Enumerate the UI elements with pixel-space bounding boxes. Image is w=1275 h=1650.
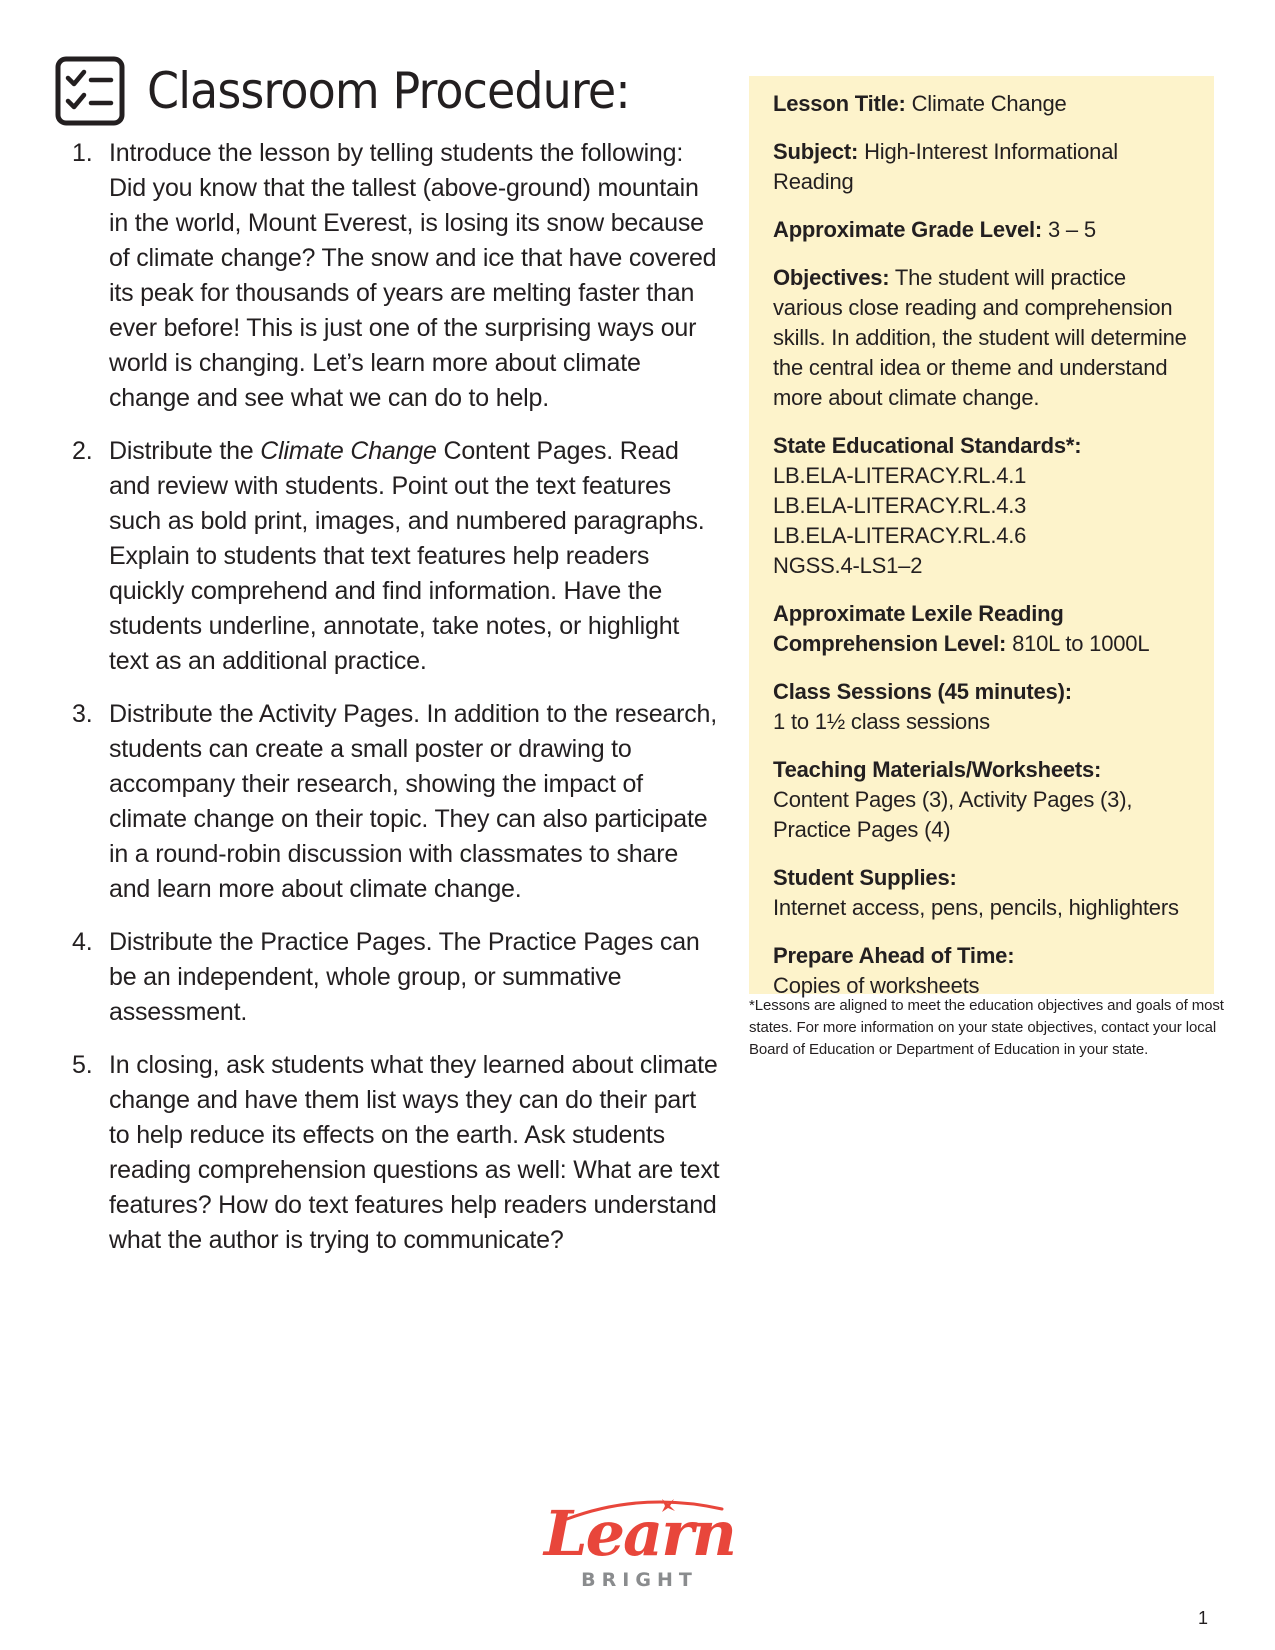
lesson-title-label: Lesson Title: [773, 91, 906, 116]
step-number: 3. [72, 700, 93, 728]
lexile-block [773, 599, 1190, 659]
step-text-part: Distribute the [109, 437, 261, 465]
objectives-label: Objectives: [773, 265, 890, 290]
objectives-value: The student will practice various close reading and comprehension skills. In addition, the student will determine the central idea or theme and understand more about climate change. [773, 265, 1187, 410]
lesson-info-sidebar [749, 76, 1214, 998]
standards-label: State Educational Standards*: [773, 433, 1082, 458]
prepare-value: Copies of worksheets [773, 973, 980, 998]
prepare-block [773, 941, 1190, 1001]
grade-level-value: 3 – 5 [1047, 217, 1096, 242]
standard-item: NGSS.4-LS1–2 [773, 553, 923, 578]
standard-item: LB.ELA-LITERACY.RL.4.1 [773, 463, 1027, 488]
lexile-value: 810L to 1000L [1012, 631, 1150, 656]
standards-footnote: *Lessons are aligned to meet the education objectives and goals of most states. For more information on your state objectives, contact your local Board of Education or Department of Education in your state. [749, 997, 1224, 1058]
materials-label: Teaching Materials/Worksheets: [773, 757, 1102, 782]
page-header [55, 52, 672, 130]
page-title: Classroom Procedure: [147, 62, 630, 120]
step-text: In closing, ask students what they learned about climate change and have them list ways they can do their part to help reduce its effects on the earth. Ask students reading comprehension questions as well: What are text features? How do text features help readers understand what the author is trying to communicate? [109, 1051, 720, 1254]
standards-block [773, 431, 1190, 581]
materials-block [773, 755, 1190, 845]
learn-bright-logo [527, 1495, 752, 1595]
page-number: 1 [1198, 1608, 1209, 1628]
materials-value: Content Pages (3), Activity Pages (3), Practice Pages (4) [773, 787, 1133, 842]
logo-word: Learn [544, 1497, 735, 1570]
lexile-label-line1: Approximate Lexile Reading [773, 601, 1064, 626]
procedure-step [72, 1048, 722, 1258]
prepare-label: Prepare Ahead of Time: [773, 943, 1015, 968]
checklist-icon [55, 56, 125, 126]
standard-item: LB.ELA-LITERACY.RL.4.3 [773, 493, 1027, 518]
step-number: 4. [72, 928, 93, 956]
standard-item: LB.ELA-LITERACY.RL.4.6 [773, 523, 1027, 548]
procedure-step [72, 136, 722, 416]
step-number: 1. [72, 139, 93, 167]
step-text: Introduce the lesson by telling students the following: Did you know that the tallest (above-ground) mountain in the world, Mount Everest, is losing its snow because of climate change? The snow and ice that have covered its peak for thousands of years are melting faster than ever before! This is just one of the surprising ways our world is changing. Let’s learn more about climate change and see what we can do to help. [109, 139, 717, 412]
lesson-title-value: Climate Change [911, 91, 1067, 116]
subject-label: Subject: [773, 139, 859, 164]
step-text: Distribute the Practice Pages. The Practice Pages can be an independent, whole group, or summative assessment. [109, 928, 700, 1026]
sessions-value: 1 to 1½ class sessions [773, 709, 990, 734]
logo-subtitle: BRIGHT [581, 1569, 698, 1591]
grade-level-label: Approximate Grade Level: [773, 217, 1043, 242]
step-text-part: Content Pages. Read and review with students. Point out the text features such as bold print, images, and numbered paragraphs. Explain to students that text features help readers quickly comprehend and find information. Have the students underline, annotate, take notes, or highlight text as an additional practice. [109, 437, 705, 675]
step-text-italic: Climate Change [260, 437, 437, 465]
procedure-step [72, 925, 722, 1030]
objectives-block [773, 263, 1190, 413]
procedure-step [72, 697, 722, 907]
subject-block [773, 137, 1190, 197]
supplies-block [773, 863, 1190, 923]
procedure-step [72, 434, 722, 679]
sessions-block [773, 677, 1190, 737]
procedure-steps [72, 136, 722, 1276]
supplies-value: Internet access, pens, pencils, highlighters [773, 895, 1179, 920]
grade-level-block [773, 215, 1190, 245]
step-text: Distribute the Activity Pages. In addition to the research, students can create a small poster or drawing to accompany their research, showing the impact of climate change on their topic. They can also participate in a round-robin discussion with classmates to share and learn more about climate change. [109, 700, 717, 903]
subject-value: High-Interest Informational Reading [773, 139, 1118, 194]
step-text [109, 434, 722, 679]
lexile-label-line2: Comprehension Level: [773, 631, 1007, 656]
sessions-label: Class Sessions (45 minutes): [773, 679, 1072, 704]
supplies-label: Student Supplies: [773, 865, 957, 890]
step-number: 5. [72, 1051, 93, 1079]
lesson-title-block [773, 89, 1190, 119]
step-number: 2. [72, 437, 93, 465]
